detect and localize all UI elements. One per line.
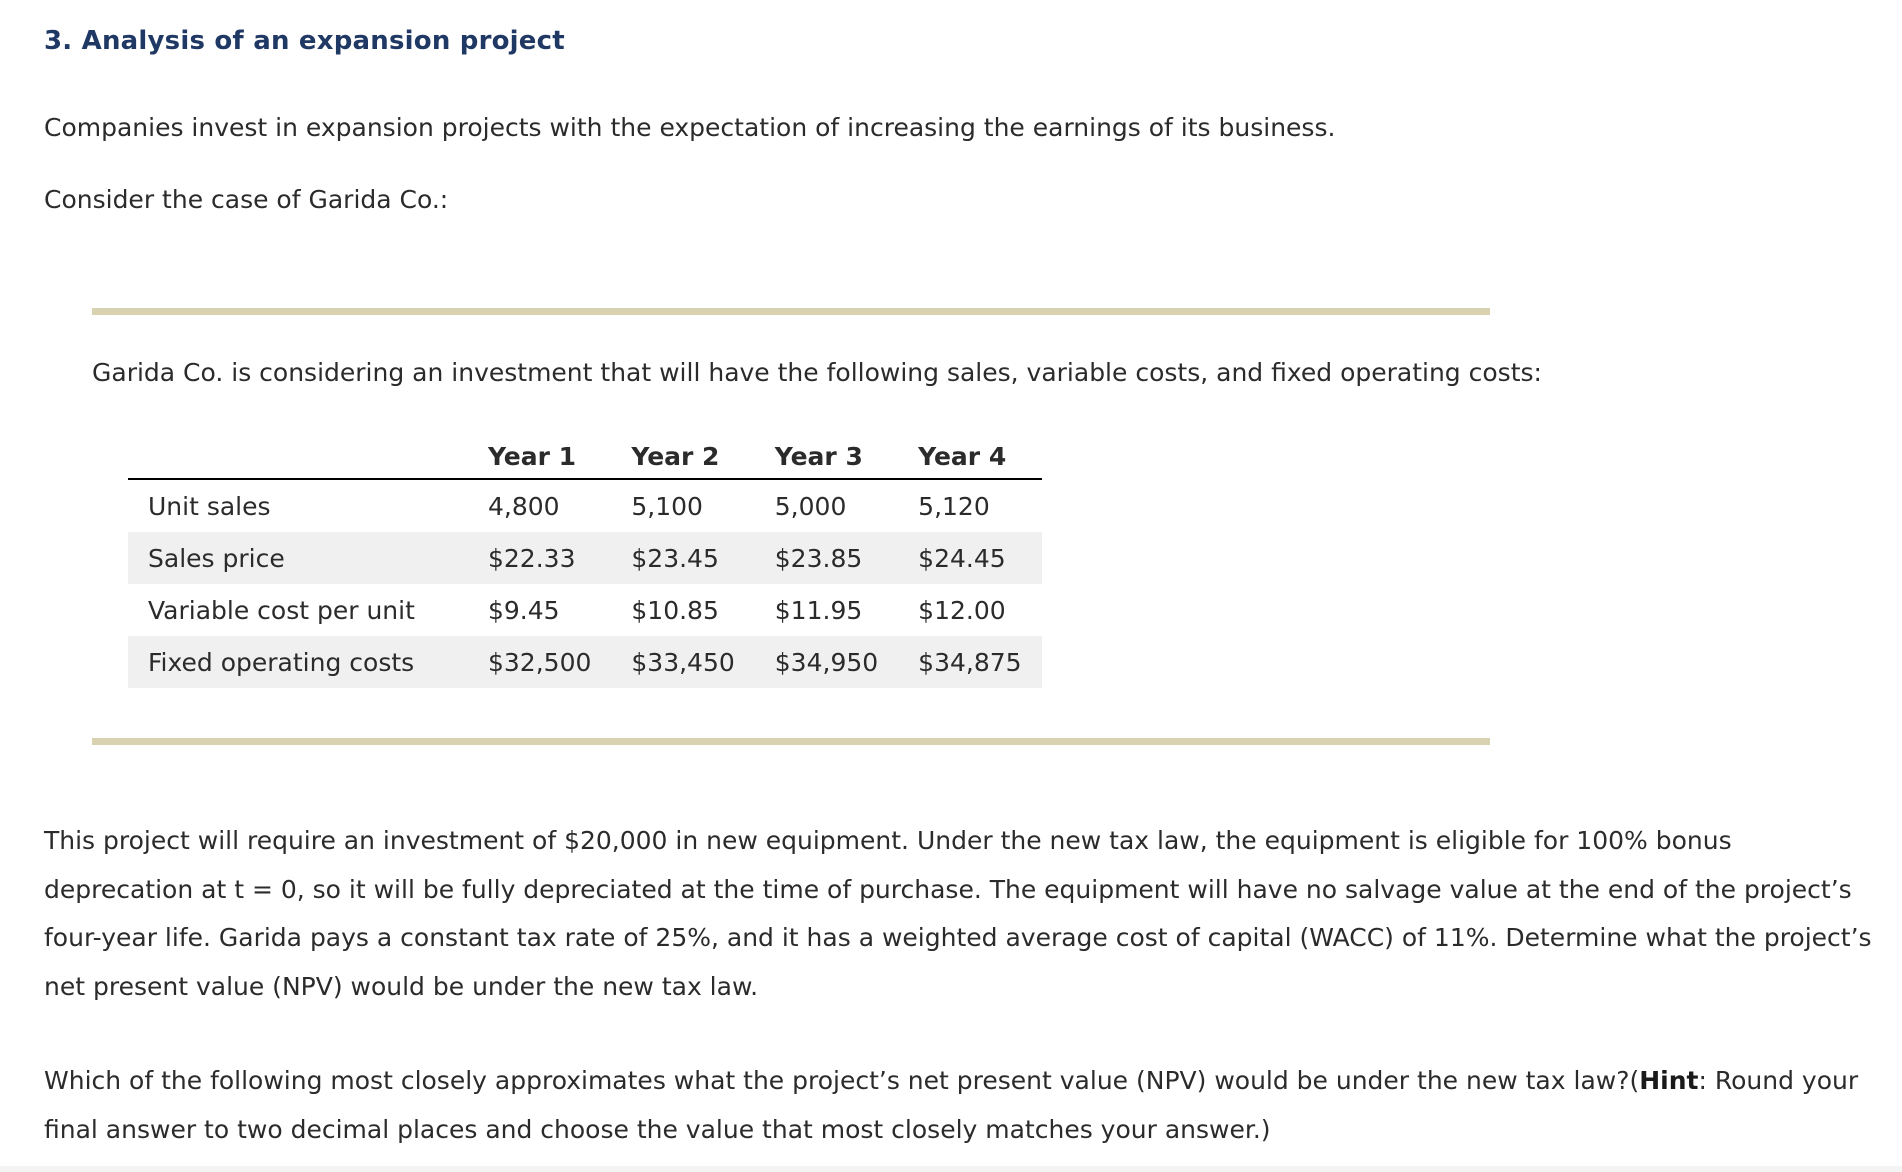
table-header-row	[128, 434, 1042, 479]
table-cell: $23.45	[611, 532, 754, 584]
table-cell: 5,000	[774, 491, 847, 521]
table-row-sales-price	[128, 532, 1042, 584]
table-cell: $33,450	[611, 636, 754, 688]
table-cell: $9.45	[488, 595, 560, 625]
table-cell: $22.33	[468, 532, 611, 584]
table-header-year-2: Year 2	[611, 434, 754, 479]
table-row-variable-cost	[128, 584, 1042, 636]
question-text	[44, 1057, 1874, 1154]
page-title: 3. Analysis of an expansion project	[44, 26, 565, 56]
table-row-unit-sales	[128, 479, 1042, 532]
row-label: Variable cost per unit	[148, 595, 415, 625]
case-top-rule	[92, 308, 1490, 315]
table-cell: $34,950	[755, 636, 898, 688]
row-label: Sales price	[128, 532, 468, 584]
table-header-year-1: Year 1	[468, 434, 611, 479]
case-intro: Garida Co. is considering an investment that will have the following sales, variable costs, and fixed operating costs:	[92, 358, 1542, 387]
consider-paragraph: Consider the case of Garida Co.:	[44, 185, 449, 214]
intro-paragraph: Companies invest in expansion projects with the expectation of increasing the earnings of its business.	[44, 113, 1336, 142]
table-header-year-4: Year 4	[898, 434, 1041, 479]
case-bottom-rule	[92, 738, 1490, 745]
table-cell: $23.85	[755, 532, 898, 584]
table-row-fixed-costs	[128, 636, 1042, 688]
bottom-edge	[0, 1166, 1902, 1172]
cost-table	[128, 434, 1042, 688]
table-header-year-3: Year 3	[755, 434, 898, 479]
table-cell: $10.85	[631, 595, 719, 625]
hint-label: Hint	[1639, 1066, 1699, 1095]
table-cell: $12.00	[918, 595, 1006, 625]
row-label: Unit sales	[148, 491, 271, 521]
table-cell: $32,500	[468, 636, 611, 688]
case-box	[92, 308, 1542, 746]
table-cell: 5,100	[631, 491, 703, 521]
question-text-end: : Round your final answer to two decimal places and choose the value that most closely matches your answer.)	[44, 1066, 1859, 1144]
table-header-blank	[128, 434, 468, 479]
table-cell: $11.95	[774, 595, 863, 625]
problem-statement: This project will require an investment of $20,000 in new equipment. Under the new tax law, the equipment is eligible for 100% bonus deprecation at t = 0, so it will be fully depreciated at the time of purchase. The equipment will have no salvage value at the end of the project’s four-year life. Garida pays a constant tax rate of 25%, and it has a weighted average cost of capital (WACC) of 11%. Determine what the project’s net present value (NPV) would be under the new tax law.	[44, 826, 1872, 1001]
table-cell: $24.45	[898, 532, 1041, 584]
question-text-start: Which of the following most closely approximates what the project’s net present value (NPV) would be under the new tax law?(	[44, 1066, 1640, 1095]
table-cell: 5,120	[918, 491, 990, 521]
table-cell: $34,875	[898, 636, 1041, 688]
table-cell: 4,800	[488, 491, 560, 521]
row-label: Fixed operating costs	[128, 636, 468, 688]
